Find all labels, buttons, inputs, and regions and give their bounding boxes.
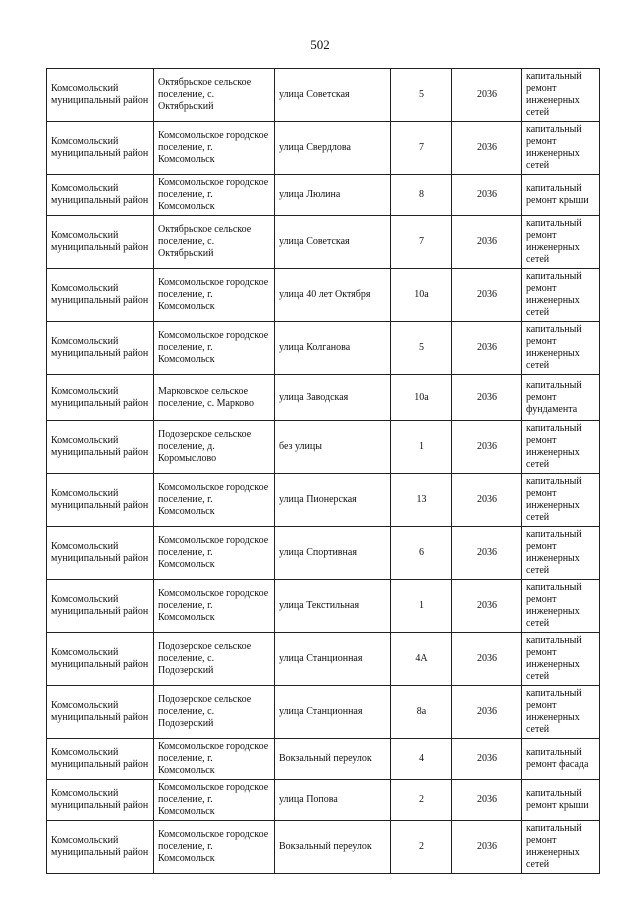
district-cell: Комсомольский муниципальный район (47, 474, 154, 527)
house-number-cell: 5 (391, 322, 452, 375)
work-type-cell: капитальный ремонт крыши (522, 780, 600, 821)
district-cell: Комсомольский муниципальный район (47, 780, 154, 821)
house-number-cell: 5 (391, 69, 452, 122)
district-cell: Комсомольский муниципальный район (47, 69, 154, 122)
year-cell: 2036 (452, 322, 522, 375)
house-number-cell: 10а (391, 269, 452, 322)
district-cell: Комсомольский муниципальный район (47, 421, 154, 474)
district-cell: Комсомольский муниципальный район (47, 633, 154, 686)
year-cell: 2036 (452, 175, 522, 216)
district-cell: Комсомольский муниципальный район (47, 216, 154, 269)
settlement-cell: Комсомольское городское поселение, г. Комсомольск (154, 780, 275, 821)
year-cell: 2036 (452, 421, 522, 474)
house-number-cell: 10а (391, 375, 452, 421)
settlement-cell: Комсомольское городское поселение, г. Комсомольск (154, 122, 275, 175)
district-cell: Комсомольский муниципальный район (47, 269, 154, 322)
street-cell: без улицы (275, 421, 391, 474)
year-cell: 2036 (452, 633, 522, 686)
settlement-cell: Комсомольское городское поселение, г. Комсомольск (154, 580, 275, 633)
table-row (47, 527, 600, 580)
settlement-cell: Комсомольское городское поселение, г. Комсомольск (154, 474, 275, 527)
work-type-cell: капитальный ремонт инженерных сетей (522, 580, 600, 633)
table-row (47, 686, 600, 739)
settlement-cell: Подозерское сельское поселение, с. Подозерский (154, 686, 275, 739)
district-cell: Комсомольский муниципальный район (47, 821, 154, 874)
work-type-cell: капитальный ремонт инженерных сетей (522, 821, 600, 874)
house-number-cell: 1 (391, 580, 452, 633)
housing-repair-table (46, 68, 600, 874)
settlement-cell: Комсомольское городское поселение, г. Комсомольск (154, 527, 275, 580)
settlement-cell: Комсомольское городское поселение, г. Комсомольск (154, 322, 275, 375)
work-type-cell: капитальный ремонт инженерных сетей (522, 269, 600, 322)
table-row (47, 821, 600, 874)
house-number-cell: 8 (391, 175, 452, 216)
settlement-cell: Подозерское сельское поселение, д. Коромыслово (154, 421, 275, 474)
district-cell: Комсомольский муниципальный район (47, 686, 154, 739)
year-cell: 2036 (452, 527, 522, 580)
settlement-cell: Комсомольское городское поселение, г. Комсомольск (154, 175, 275, 216)
house-number-cell: 2 (391, 821, 452, 874)
street-cell: улица Люлина (275, 175, 391, 216)
settlement-cell: Октябрьское сельское поселение, с. Октябрьский (154, 69, 275, 122)
street-cell: улица Колганова (275, 322, 391, 375)
street-cell: улица Свердлова (275, 122, 391, 175)
street-cell: улица Советская (275, 216, 391, 269)
street-cell: Вокзальный переулок (275, 821, 391, 874)
work-type-cell: капитальный ремонт инженерных сетей (522, 527, 600, 580)
street-cell: улица Попова (275, 780, 391, 821)
street-cell: улица Пионерская (275, 474, 391, 527)
work-type-cell: капитальный ремонт инженерных сетей (522, 122, 600, 175)
year-cell: 2036 (452, 375, 522, 421)
year-cell: 2036 (452, 580, 522, 633)
house-number-cell: 1 (391, 421, 452, 474)
table-row (47, 269, 600, 322)
table-row (47, 474, 600, 527)
year-cell: 2036 (452, 739, 522, 780)
house-number-cell: 7 (391, 122, 452, 175)
table-row (47, 175, 600, 216)
district-cell: Комсомольский муниципальный район (47, 527, 154, 580)
street-cell: улица Станционная (275, 633, 391, 686)
settlement-cell: Марковское сельское поселение, с. Марково (154, 375, 275, 421)
street-cell: улица Советская (275, 69, 391, 122)
district-cell: Комсомольский муниципальный район (47, 322, 154, 375)
street-cell: улица Спортивная (275, 527, 391, 580)
settlement-cell: Комсомольское городское поселение, г. Комсомольск (154, 821, 275, 874)
table-row (47, 69, 600, 122)
table-row (47, 739, 600, 780)
district-cell: Комсомольский муниципальный район (47, 122, 154, 175)
year-cell: 2036 (452, 216, 522, 269)
table-row (47, 216, 600, 269)
work-type-cell: капитальный ремонт инженерных сетей (522, 474, 600, 527)
district-cell: Комсомольский муниципальный район (47, 580, 154, 633)
year-cell: 2036 (452, 69, 522, 122)
district-cell: Комсомольский муниципальный район (47, 375, 154, 421)
settlement-cell: Октябрьское сельское поселение, с. Октябрьский (154, 216, 275, 269)
settlement-cell: Комсомольское городское поселение, г. Комсомольск (154, 269, 275, 322)
year-cell: 2036 (452, 780, 522, 821)
street-cell: улица Станционная (275, 686, 391, 739)
house-number-cell: 2 (391, 780, 452, 821)
table-row (47, 122, 600, 175)
table-row (47, 375, 600, 421)
table-row (47, 322, 600, 375)
work-type-cell: капитальный ремонт фасада (522, 739, 600, 780)
year-cell: 2036 (452, 474, 522, 527)
house-number-cell: 8а (391, 686, 452, 739)
work-type-cell: капитальный ремонт фундамента (522, 375, 600, 421)
year-cell: 2036 (452, 269, 522, 322)
street-cell: улица Заводская (275, 375, 391, 421)
year-cell: 2036 (452, 821, 522, 874)
house-number-cell: 6 (391, 527, 452, 580)
house-number-cell: 4А (391, 633, 452, 686)
page-number: 502 (310, 37, 330, 52)
house-number-cell: 13 (391, 474, 452, 527)
table-row (47, 780, 600, 821)
table-row (47, 633, 600, 686)
district-cell: Комсомольский муниципальный район (47, 739, 154, 780)
work-type-cell: капитальный ремонт инженерных сетей (522, 69, 600, 122)
house-number-cell: 4 (391, 739, 452, 780)
work-type-cell: капитальный ремонт инженерных сетей (522, 421, 600, 474)
work-type-cell: капитальный ремонт инженерных сетей (522, 633, 600, 686)
street-cell: Вокзальный переулок (275, 739, 391, 780)
street-cell: улица Текстильная (275, 580, 391, 633)
work-type-cell: капитальный ремонт инженерных сетей (522, 686, 600, 739)
table-row (47, 421, 600, 474)
street-cell: улица 40 лет Октября (275, 269, 391, 322)
work-type-cell: капитальный ремонт инженерных сетей (522, 322, 600, 375)
table-row (47, 580, 600, 633)
settlement-cell: Комсомольское городское поселение, г. Комсомольск (154, 739, 275, 780)
work-type-cell: капитальный ремонт инженерных сетей (522, 216, 600, 269)
house-number-cell: 7 (391, 216, 452, 269)
settlement-cell: Подозерское сельское поселение, с. Подозерский (154, 633, 275, 686)
work-type-cell: капитальный ремонт крыши (522, 175, 600, 216)
year-cell: 2036 (452, 122, 522, 175)
year-cell: 2036 (452, 686, 522, 739)
district-cell: Комсомольский муниципальный район (47, 175, 154, 216)
